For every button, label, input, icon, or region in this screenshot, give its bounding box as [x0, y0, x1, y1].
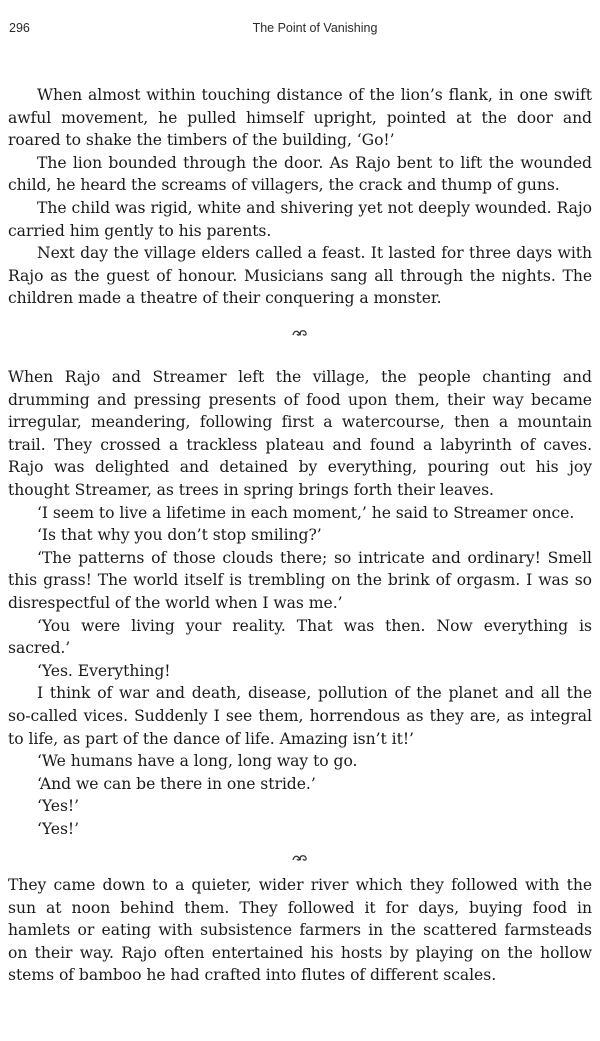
paragraph: ‘You were living your reality. That was then. Now everything is sacred.’: [8, 616, 592, 658]
fleuron-icon: [291, 850, 309, 865]
paragraph: The lion bounded through the door. As Rajo bent to lift the wounded child, he heard the screams of villagers, the crack and thump of guns.: [8, 153, 592, 195]
paragraph: When almost within touching distance of the lion’s flank, in one swift awful movement, he pulled himself upright, pointed at the door and roared to shake the timbers of the building, ‘Go!’: [8, 86, 592, 150]
running-head: The Point of Vanishing: [252, 21, 378, 35]
paragraph: ‘I seem to live a lifetime in each moment,’ he said to Streamer once.: [37, 503, 575, 522]
paragraph: The child was rigid, white and shivering yet not deeply wounded. Rajo carried him gently to his parents.: [8, 198, 592, 240]
paragraph: When Rajo and Streamer left the village, the people chanting and drumming and pressing presents of food upon them, their way became irregular, meandering, following first a watercourse, then a mountain trail. They crossed a trackless plateau and found a labyrinth of caves. Rajo was delighted and detained by everything, pouring out his joy thought Streamer, as trees in spring brings forth their leaves.: [8, 368, 592, 499]
section-break-ornament: [0, 326, 600, 340]
section-2: [8, 366, 592, 840]
paragraph: Next day the village elders called a feast. It lasted for three days with Rajo as the guest of honour. Musicians sang all through the nights. The children made a theatre of their conquering a monster.: [8, 244, 592, 308]
paragraph: I think of war and death, disease, pollution of the planet and all the so-called vices. Suddenly I see them, horrendous as they are, as integral to life, as part of the dance of life. Amazing isn’t it!’: [8, 684, 592, 748]
paragraph: ‘Yes!’: [37, 797, 80, 816]
paragraph: ‘Is that why you don’t stop smiling?’: [37, 526, 322, 545]
paragraph: ‘Yes!’: [37, 819, 80, 838]
paragraph: ‘The patterns of those clouds there; so intricate and ordinary! Smell this grass! The world itself is trembling on the brink of orgasm. I was so disrespectful of the world when I was me.’: [8, 548, 592, 612]
paragraph: ‘We humans have a long, long way to go.: [37, 752, 358, 771]
fleuron-icon: [291, 325, 309, 340]
paragraph: ‘And we can be there in one stride.’: [37, 774, 316, 793]
section-1: [8, 84, 592, 310]
section-break-ornament: [0, 851, 600, 865]
paragraph: They came down to a quieter, wider river which they followed with the sun at noon behind them. They followed it for days, buying food in hamlets or eating with subsistence farmers in the scattered farmsteads on their way. Rajo often entertained his hosts by playing on the hollow stems of bamboo he had crafted into flutes of different scales.: [8, 876, 592, 985]
page-number: 296: [9, 21, 30, 35]
paragraph: ‘Yes. Everything!: [37, 661, 171, 680]
section-3: [8, 874, 592, 987]
page-header: [0, 21, 600, 41]
